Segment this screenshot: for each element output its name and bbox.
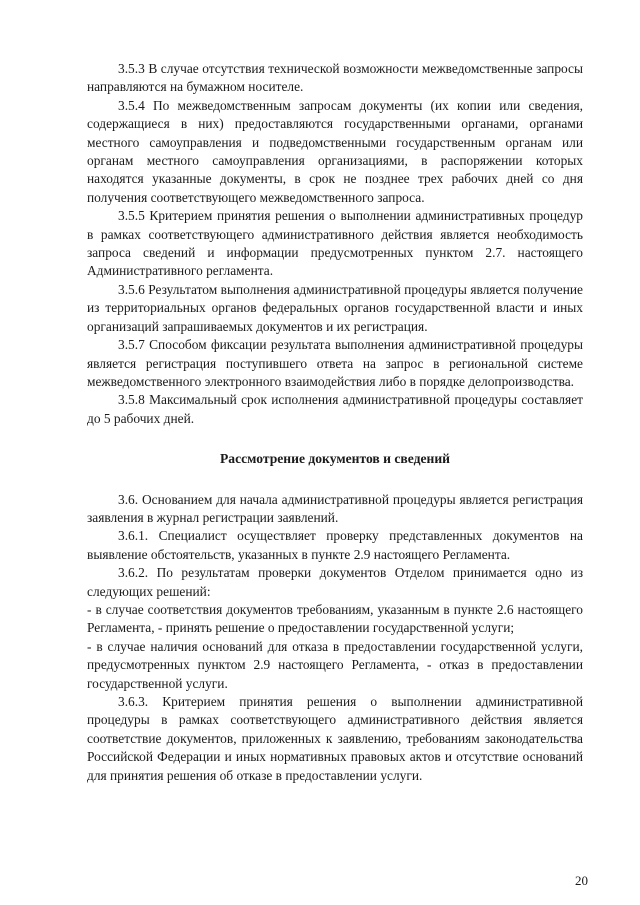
paragraph-3-6-2: 3.6.2. По результатам проверки документов Отделом принимается одно из следующих решений: xyxy=(87,565,583,599)
paragraph-3-5-6: 3.5.6 Результатом выполнения административной процедуры является получение из территориальных органов федеральных органов государственной власти и иных организаций запрашиваемых документов и их регистрация. xyxy=(87,281,583,334)
paragraph-3-6: 3.6. Основанием для начала административной процедуры является регистрация заявления в журнал регистрации заявлений. xyxy=(87,491,583,525)
section-heading: Рассмотрение документов и сведений xyxy=(219,451,451,467)
document-page xyxy=(87,60,583,785)
list-item-approve: - в случае соответствия документов требованиям, указанным в пункте 2.6 настоящего Регламента, - принять решение о предоставлении государственной услуги; xyxy=(87,601,583,636)
page-number: 20 xyxy=(575,873,588,888)
paragraph-3-5-7: 3.5.7 Способом фиксации результата выполнения административной процедуры является регистрация поступившего ответа на запрос в региональной системе межведомственного электронного взаимодействия либо в порядке делопроизводства. xyxy=(87,337,583,389)
list-item-refuse: - в случае наличия оснований для отказа в предоставлении государственной услуги, предусмотренных пунктом 2.9 настоящего Регламента, - отказ в предоставлении государственной услуги. xyxy=(87,638,583,691)
paragraph-3-5-4: 3.5.4 По межведомственным запросам документы (их копии или сведения, содержащиеся в них) предоставляются государственными органами, органами местного самоуправления и подведомственными государственным органам или органам местного самоуправления организациями, в распоряжении которых находятся указанные документы, в срок не позднее трех рабочих дней со дня получения соответствующего межведомственного запроса. xyxy=(87,97,583,205)
paragraph-3-6-3: 3.6.3. Критерием принятия решения о выполнении административной процедуры в рамках соответствующего административного действия является соответствие документов, приложенных к заявлению, требованиям законодательства Российской Федерации и иных нормативных правовых актов и отсутствие оснований для принятия решения об отказе в предоставлении услуги. xyxy=(87,694,583,783)
paragraph-3-6-1: 3.6.1. Специалист осуществляет проверку представленных документов на выявление обстоятельств, указанных в пункте 2.9 настоящего Регламента. xyxy=(87,528,583,562)
paragraph-3-5-3: 3.5.3 В случае отсутствия технической возможности межведомственные запросы направляются на бумажном носителе. xyxy=(87,61,583,95)
paragraph-3-5-8: 3.5.8 Максимальный срок исполнения административной процедуры составляет до 5 рабочих дней. xyxy=(87,392,583,426)
paragraph-3-5-5: 3.5.5 Критерием принятия решения о выполнении административных процедур в рамках соответствующего административного действия является необходимость запроса сведений и информации предусмотренных пунктом 2.7. настоящего Административного регламента. xyxy=(87,208,583,279)
